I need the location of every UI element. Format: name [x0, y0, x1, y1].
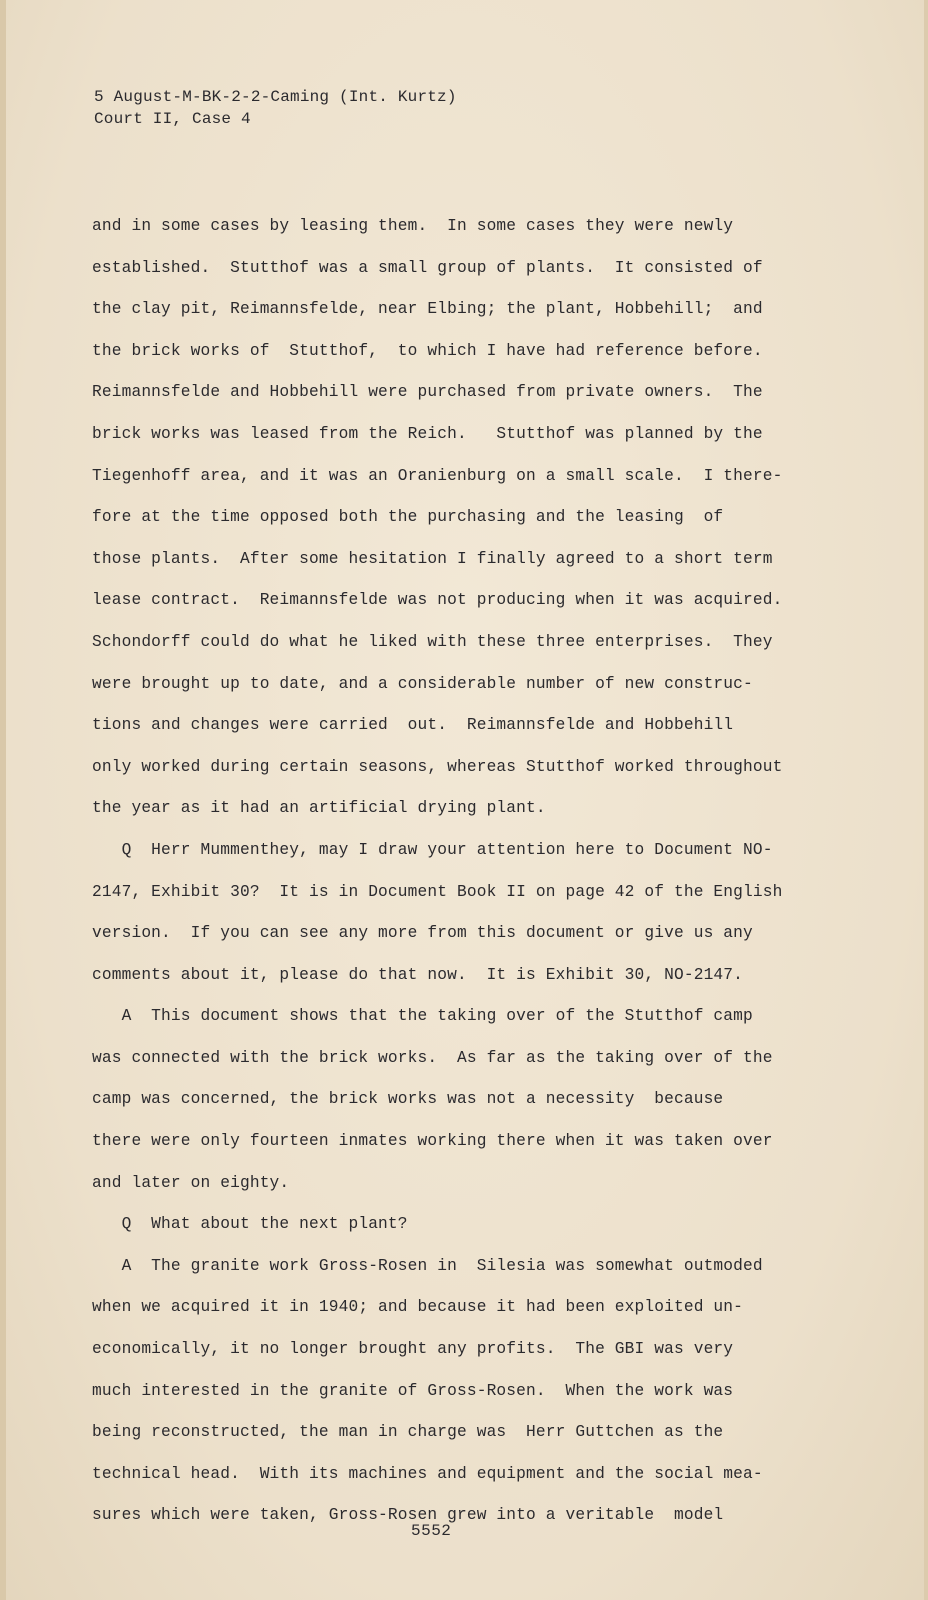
text-line: Reimannsfelde and Hobbehill were purchased from private owners. The [92, 383, 763, 402]
text-line: lease contract. Reimannsfelde was not producing when it was acquired. [92, 591, 783, 610]
text-line: fore at the time opposed both the purchasing and the leasing of [92, 508, 724, 527]
answer-line: A The granite work Gross-Rosen in Silesia was somewhat outmoded [92, 1256, 763, 1275]
question-line: Q Herr Mummenthey, may I draw your attention here to Document NO- [92, 840, 773, 859]
text-line: being reconstructed, the man in charge was Herr Guttchen as the [92, 1423, 724, 1442]
text-line: economically, it no longer brought any profits. The GBI was very [92, 1340, 734, 1359]
text-line: much interested in the granite of Gross-Rosen. When the work was [92, 1381, 734, 1400]
header-title-line: 5 August-M-BK-2-2-Caming (Int. Kurtz) [94, 88, 457, 106]
document-header [94, 86, 457, 130]
text-line: the clay pit, Reimannsfelde, near Elbing; the plant, Hobbehill; and [92, 300, 763, 319]
text-line: only worked during certain seasons, whereas Stutthof worked throughout [92, 757, 783, 776]
text-line: sures which were taken, Gross-Rosen grew into a veritable model [92, 1506, 724, 1525]
text-line: Tiegenhoff area, and it was an Oranienburg on a small scale. I there- [92, 466, 783, 485]
text-line: Schondorff could do what he liked with these three enterprises. They [92, 632, 773, 651]
text-line: the year as it had an artificial drying plant. [92, 799, 546, 818]
text-line: 2147, Exhibit 30? It is in Document Book II on page 42 of the English [92, 882, 783, 901]
answer-line: A This document shows that the taking over of the Stutthof camp [92, 1007, 753, 1026]
page-number: 5552 [411, 1522, 452, 1540]
text-line: established. Stutthof was a small group of plants. It consisted of [92, 258, 763, 277]
text-line: technical head. With its machines and equipment and the social mea- [92, 1464, 763, 1483]
text-line: there were only fourteen inmates working there when it was taken over [92, 1132, 773, 1151]
text-line: was connected with the brick works. As far as the taking over of the [92, 1048, 773, 1067]
text-line: and later on eighty. [92, 1173, 290, 1192]
text-line: version. If you can see any more from this document or give us any [92, 924, 753, 943]
text-line: tions and changes were carried out. Reimannsfelde and Hobbehill [92, 716, 734, 735]
text-line: camp was concerned, the brick works was not a necessity because [92, 1090, 724, 1109]
text-line: those plants. After some hesitation I finally agreed to a short term [92, 549, 773, 568]
question-line: Q What about the next plant? [92, 1215, 408, 1234]
text-line: the brick works of Stutthof, to which I have had reference before. [92, 341, 763, 360]
text-line: and in some cases by leasing them. In some cases they were newly [92, 217, 734, 235]
header-court-line: Court II, Case 4 [94, 110, 251, 128]
transcript-body [92, 206, 812, 1537]
text-line: were brought up to date, and a considerable number of new construc- [92, 674, 753, 693]
text-line: comments about it, please do that now. It is Exhibit 30, NO-2147. [92, 965, 744, 984]
text-line: brick works was leased from the Reich. Stutthof was planned by the [92, 424, 763, 443]
text-line: when we acquired it in 1940; and because it had been exploited un- [92, 1298, 744, 1317]
